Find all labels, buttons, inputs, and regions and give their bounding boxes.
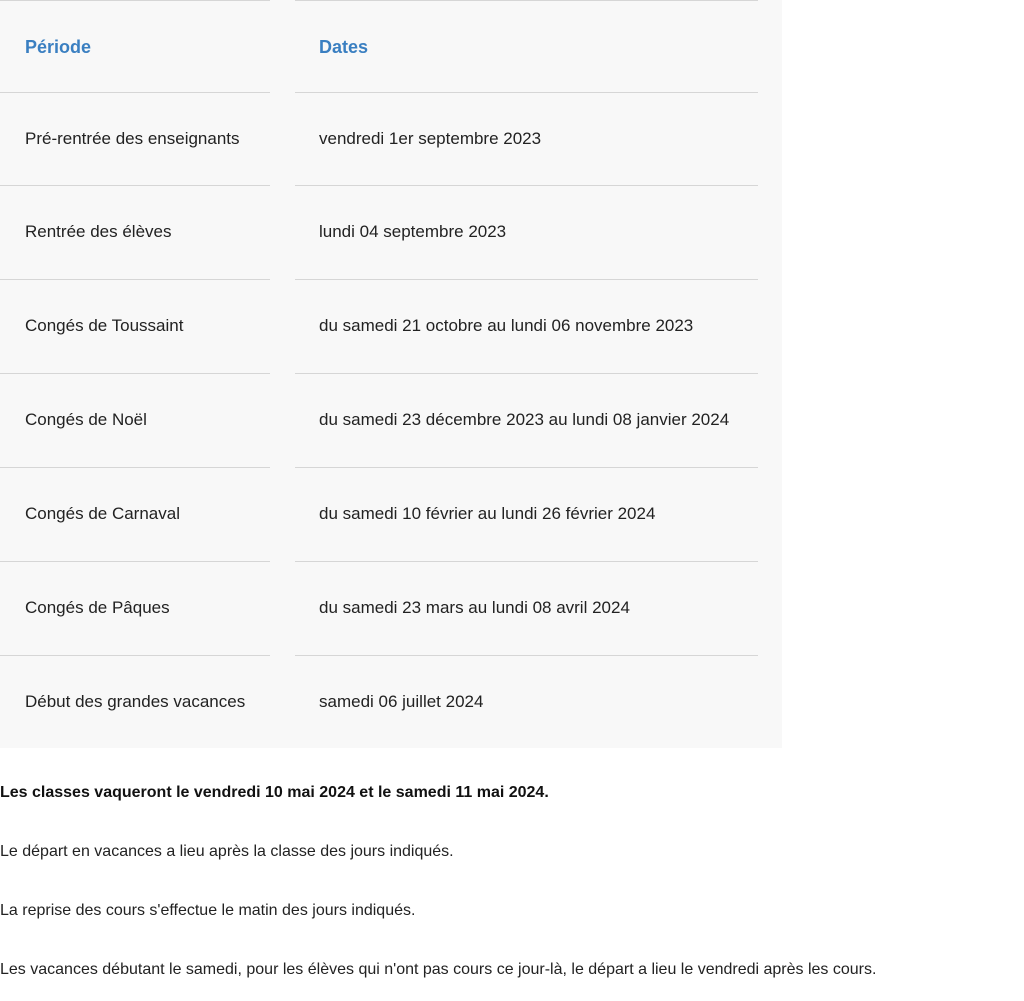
departure-note: Le départ en vacances a lieu après la classe des jours indiqués.: [0, 843, 454, 860]
dates-cell: du samedi 23 décembre 2023 au lundi 08 janvier 2024: [295, 373, 758, 466]
dates-cell: vendredi 1er septembre 2023: [295, 92, 758, 185]
table-row: [0, 655, 782, 749]
table-row: [0, 279, 782, 373]
period-cell: Congés de Carnaval: [0, 467, 270, 560]
period-cell: Congés de Toussaint: [0, 279, 270, 372]
period-cell: Début des grandes vacances: [0, 655, 270, 748]
dates-cell: lundi 04 septembre 2023: [295, 185, 758, 278]
table-row: [0, 561, 782, 655]
table-header-row: [0, 0, 782, 94]
header-period: Période: [0, 0, 270, 93]
dates-cell: du samedi 10 février au lundi 26 février 2024: [295, 467, 758, 560]
dates-cell: du samedi 23 mars au lundi 08 avril 2024: [295, 561, 758, 654]
table-row: [0, 92, 782, 186]
resumption-note: La reprise des cours s'effectue le matin des jours indiqués.: [0, 902, 416, 919]
dates-cell: du samedi 21 octobre au lundi 06 novembre 2023: [295, 279, 758, 372]
table-row: [0, 373, 782, 467]
period-cell: Congés de Noël: [0, 373, 270, 466]
table-row: [0, 185, 782, 279]
closure-note: Les classes vaqueront le vendredi 10 mai 2024 et le samedi 11 mai 2024.: [0, 784, 549, 801]
period-cell: Rentrée des élèves: [0, 185, 270, 278]
period-cell: Pré-rentrée des enseignants: [0, 92, 270, 185]
table-row: [0, 467, 782, 561]
saturday-note: Les vacances débutant le samedi, pour les élèves qui n'ont pas cours ce jour-là, le départ a lieu le vendredi après les cours.: [0, 961, 877, 978]
header-dates: Dates: [295, 0, 758, 93]
period-cell: Congés de Pâques: [0, 561, 270, 654]
dates-cell: samedi 06 juillet 2024: [295, 655, 758, 748]
